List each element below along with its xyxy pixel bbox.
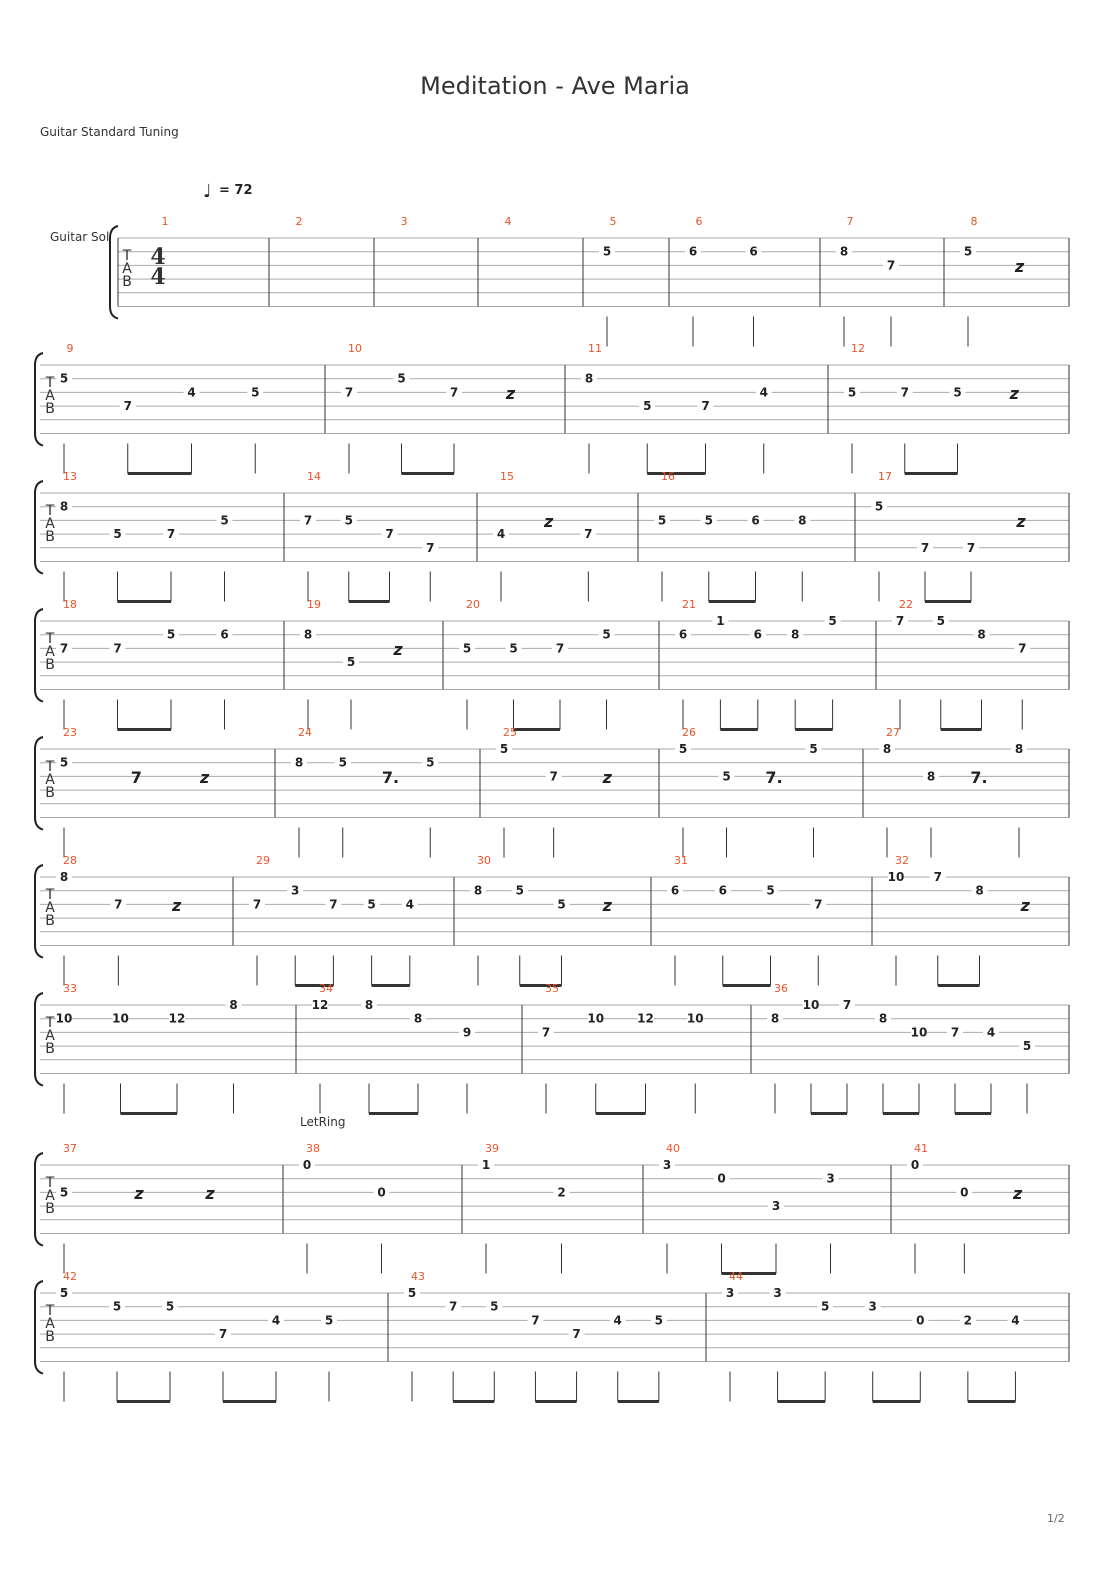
fret-number: 7 (541, 1025, 551, 1040)
fret-number: 10 (587, 1011, 605, 1026)
measure-number: 36 (774, 982, 788, 995)
fret-number: 8 (975, 883, 984, 898)
fret-number: 4 (613, 1313, 622, 1328)
fret-number: 5 (367, 897, 376, 912)
fret-number: 5 (59, 1286, 69, 1300)
fret-number: 7 (886, 258, 896, 273)
measure-number: 25 (503, 726, 517, 739)
measure-number: 32 (895, 854, 909, 867)
fret-number: 5 (828, 614, 837, 628)
rest-symbol: z (1009, 384, 1019, 403)
fret-number: 0 (302, 1158, 312, 1172)
fret-number: 7 (123, 399, 132, 414)
fret-number: 12 (637, 1011, 654, 1026)
system-bracket (35, 1281, 43, 1374)
fret-number: 6 (678, 627, 688, 642)
tab-letter: A (45, 1316, 55, 1332)
fret-number: 5 (346, 655, 356, 670)
tab-letter: B (122, 274, 132, 290)
fret-number: 6 (670, 883, 680, 898)
tab-letter: A (45, 388, 55, 404)
fret-number: 8 (798, 513, 807, 528)
fret-number: 7 (549, 769, 558, 784)
tab-letter: T (122, 248, 132, 264)
measure-number: 4 (504, 215, 512, 228)
fret-number: 7 (329, 897, 338, 912)
fret-number: 5 (602, 244, 612, 259)
fret-number: 5 (936, 614, 945, 628)
fret-number: 7 (814, 897, 823, 912)
quarter-note-icon: ♩ (203, 181, 212, 202)
instrument-name: Guitar Sol (50, 230, 110, 244)
fret-number: 5 (704, 513, 713, 528)
fret-number: 5 (251, 385, 260, 400)
tab-letter: T (45, 887, 55, 903)
measure-number: 2 (295, 215, 303, 228)
fret-number: 5 (657, 513, 667, 528)
fret-number: 5 (643, 399, 652, 414)
fret-number: 5 (509, 641, 518, 656)
fret-number: 7 (448, 1299, 458, 1314)
measure-number: 41 (914, 1142, 928, 1155)
fret-number: 8 (584, 371, 594, 386)
fret-number: 7 (385, 527, 394, 542)
fret-number: 5 (338, 755, 347, 770)
fret-number: 8 (59, 499, 69, 514)
measure-number: 30 (477, 854, 491, 867)
fret-number: 6 (751, 513, 760, 528)
fret-number: 4 (1011, 1313, 1020, 1328)
fret-number: 4 (405, 897, 414, 912)
measure-number: 39 (485, 1142, 499, 1155)
fret-number: 4 (187, 385, 196, 400)
rest-symbol: 7. (970, 768, 988, 787)
measure-number: 23 (63, 726, 77, 739)
measure-number: 7 (846, 215, 854, 228)
measure-number: 15 (500, 470, 514, 483)
fret-number: 10 (55, 1011, 73, 1026)
rest-symbol: z (205, 1184, 215, 1203)
fret-number: 8 (303, 627, 313, 642)
measure-number: 40 (666, 1142, 680, 1155)
fret-number: 7 (900, 385, 909, 400)
fret-number: 8 (977, 627, 986, 642)
fret-number: 7 (584, 527, 593, 542)
measure-number: 17 (878, 470, 892, 483)
fret-number: 5 (499, 742, 509, 756)
fret-number: 5 (490, 1299, 499, 1314)
fret-number: 5 (678, 742, 688, 756)
fret-number: 8 (839, 244, 849, 259)
measure-number: 38 (306, 1142, 320, 1155)
fret-number: 5 (602, 627, 611, 642)
measure-number: 21 (682, 598, 696, 611)
fret-number: 6 (220, 627, 229, 642)
fret-number: 0 (377, 1185, 386, 1200)
rest-symbol: z (134, 1184, 144, 1203)
fret-number: 3 (773, 1286, 782, 1300)
rest-symbol: z (602, 896, 612, 915)
fret-number: 5 (426, 755, 435, 770)
rest-symbol: z (393, 640, 403, 659)
fret-number: 7 (1018, 641, 1027, 656)
rest-symbol: z (544, 512, 554, 531)
measure-number: 28 (63, 854, 77, 867)
fret-number: 12 (168, 1011, 186, 1026)
rest-symbol: z (1016, 512, 1026, 531)
fret-number: 3 (868, 1299, 877, 1314)
fret-number: 8 (791, 627, 800, 642)
fret-number: 8 (473, 883, 483, 898)
measure-number: 24 (298, 726, 312, 739)
tab-letter: T (45, 631, 55, 647)
tab-letter: A (45, 900, 55, 916)
rest-symbol: 7 (130, 768, 142, 787)
system-bracket (35, 1153, 43, 1246)
fret-number: 2 (557, 1185, 566, 1200)
fret-number: 5 (112, 1299, 122, 1314)
rest-symbol: z (200, 768, 210, 787)
fret-number: 8 (294, 755, 304, 770)
fret-number: 7 (59, 641, 69, 656)
fret-number: 7 (966, 540, 976, 555)
tab-letter: T (45, 1175, 55, 1191)
fret-number: 8 (229, 998, 238, 1012)
rest-symbol: z (1013, 1184, 1023, 1203)
fret-number: 5 (220, 513, 229, 528)
fret-number: 8 (926, 769, 936, 784)
tab-letter: B (45, 657, 55, 673)
fret-number: 8 (59, 870, 69, 884)
fret-number: 9 (462, 1025, 472, 1040)
fret-number: 8 (413, 1011, 423, 1026)
fret-number: 7 (252, 897, 262, 912)
fret-number: 5 (1022, 1039, 1032, 1054)
system-bracket (35, 993, 43, 1086)
fret-number: 1 (716, 614, 725, 628)
fret-number: 5 (344, 513, 353, 528)
fret-number: 10 (802, 998, 820, 1012)
fret-number: 7 (572, 1327, 581, 1342)
tab-letter: B (45, 1041, 55, 1057)
system-bracket (35, 609, 43, 702)
fret-number: 5 (59, 1185, 69, 1200)
fret-number: 3 (725, 1286, 735, 1300)
tuning-label: Guitar Standard Tuning (40, 125, 179, 139)
fret-number: 5 (515, 883, 524, 898)
fret-number: 1 (481, 1158, 491, 1172)
fret-number: 5 (407, 1286, 417, 1300)
fret-number: 3 (291, 883, 300, 898)
fret-number: 5 (557, 897, 566, 912)
fret-number: 5 (324, 1313, 334, 1328)
fret-number: 7 (426, 540, 435, 555)
fret-number: 6 (688, 244, 698, 259)
measure-number: 27 (886, 726, 900, 739)
measure-number: 13 (63, 470, 77, 483)
tab-letter: T (45, 1015, 55, 1031)
fret-number: 4 (986, 1025, 996, 1040)
fret-number: 8 (878, 1011, 888, 1026)
rest-symbol: 7. (381, 768, 400, 787)
measure-number: 9 (66, 342, 74, 355)
fret-number: 8 (770, 1011, 780, 1026)
fret-number: 5 (874, 499, 884, 514)
fret-number: 0 (960, 1185, 969, 1200)
fret-number: 7 (113, 641, 122, 656)
measure-number: 43 (411, 1270, 425, 1283)
fret-number: 5 (166, 627, 176, 642)
measure-number: 31 (674, 854, 688, 867)
fret-number: 8 (1014, 742, 1024, 756)
measure-number: 16 (661, 470, 675, 483)
rest-symbol: z (1020, 896, 1030, 915)
tab-letter: A (45, 1188, 55, 1204)
measure-number: 34 (319, 982, 333, 995)
tab-letter: A (45, 516, 55, 532)
rest-symbol: z (505, 384, 516, 403)
system-bracket (35, 865, 43, 958)
tab-letter: T (45, 375, 55, 391)
fret-number: 0 (910, 1158, 920, 1172)
fret-number: 5 (766, 883, 775, 898)
rest-symbol: 7. (765, 768, 783, 787)
fret-number: 7 (950, 1025, 960, 1040)
measure-number: 5 (609, 215, 617, 228)
fret-number: 7 (920, 540, 930, 555)
tab-letter: T (45, 1303, 55, 1319)
tab-letter: A (45, 772, 55, 788)
fret-number: 0 (717, 1171, 726, 1186)
fret-number: 4 (496, 527, 506, 542)
fret-number: 5 (820, 1299, 830, 1314)
fret-number: 7 (166, 527, 176, 542)
tab-letter: B (45, 529, 55, 545)
measure-number: 22 (899, 598, 913, 611)
fret-number: 10 (686, 1011, 704, 1026)
measure-number: 42 (63, 1270, 77, 1283)
fret-number: 5 (59, 755, 69, 770)
tab-letter: B (45, 1201, 55, 1217)
time-signature-bottom: 4 (150, 264, 166, 290)
fret-number: 12 (311, 998, 329, 1012)
fret-number: 7 (218, 1327, 228, 1342)
fret-number: 0 (916, 1313, 925, 1328)
measure-number: 6 (695, 215, 703, 228)
tab-letter: B (45, 1329, 55, 1345)
rest-symbol: z (1014, 257, 1025, 276)
system-bracket (35, 353, 43, 446)
fret-number: 7 (842, 998, 852, 1012)
measure-number: 10 (348, 342, 362, 355)
tab-letter: A (45, 644, 55, 660)
measure-number: 35 (545, 982, 559, 995)
measure-number: 37 (63, 1142, 77, 1155)
system-bracket (35, 481, 43, 574)
measure-number: 8 (970, 215, 978, 228)
tab-letter: B (45, 913, 55, 929)
measure-number: 33 (63, 982, 77, 995)
fret-number: 2 (963, 1313, 973, 1328)
tab-letter: A (122, 261, 132, 277)
fret-number: 4 (271, 1313, 281, 1328)
measure-number: 11 (588, 342, 602, 355)
fret-number: 5 (963, 244, 973, 259)
fret-number: 5 (809, 742, 818, 756)
fret-number: 5 (113, 527, 122, 542)
fret-number: 7 (114, 897, 123, 912)
fret-number: 7 (303, 513, 313, 528)
let-ring-marking: LetRing (300, 1115, 346, 1129)
measure-number: 3 (400, 215, 408, 228)
score-title: Meditation - Ave Maria (420, 72, 690, 100)
tab-letter: B (45, 785, 55, 801)
measure-number: 29 (256, 854, 270, 867)
tempo-value: = 72 (219, 183, 253, 198)
system-bracket (35, 737, 43, 830)
measure-number: 12 (851, 342, 865, 355)
fret-number: 10 (112, 1011, 129, 1026)
measure-number: 26 (682, 726, 696, 739)
fret-number: 5 (462, 641, 472, 656)
fret-number: 3 (826, 1171, 835, 1186)
fret-number: 7 (933, 870, 942, 884)
fret-number: 7 (895, 614, 905, 628)
fret-number: 7 (555, 641, 565, 656)
rest-symbol: z (602, 768, 612, 787)
measure-number: 19 (307, 598, 321, 611)
page-number: 1/2 (1047, 1512, 1065, 1525)
rest-symbol: z (172, 896, 182, 915)
tab-letter: B (45, 401, 55, 417)
fret-number: 5 (847, 385, 857, 400)
fret-number: 5 (654, 1313, 664, 1328)
tab-letter: T (45, 759, 55, 775)
fret-number: 10 (910, 1025, 928, 1040)
fret-number: 7 (449, 385, 459, 400)
fret-number: 6 (753, 627, 762, 642)
fret-number: 3 (771, 1199, 781, 1214)
fret-number: 8 (882, 742, 892, 756)
measure-number: 18 (63, 598, 77, 611)
fret-number: 7 (531, 1313, 540, 1328)
fret-number: 5 (59, 371, 69, 386)
fret-number: 10 (887, 870, 905, 884)
fret-number: 4 (759, 385, 768, 400)
measure-number: 1 (161, 215, 169, 228)
fret-number: 5 (165, 1299, 175, 1314)
measure-number: 14 (307, 470, 321, 483)
fret-number: 3 (662, 1158, 672, 1172)
tab-letter: T (45, 503, 55, 519)
system-bracket (110, 226, 118, 319)
fret-number: 5 (953, 385, 962, 400)
fret-number: 6 (749, 244, 758, 259)
time-signature-top: 4 (150, 244, 166, 270)
fret-number: 5 (722, 769, 731, 784)
fret-number: 7 (701, 399, 710, 414)
measure-number: 44 (729, 1270, 743, 1283)
measure-number: 20 (466, 598, 480, 611)
tab-letter: A (45, 1028, 55, 1044)
fret-number: 8 (364, 998, 374, 1012)
fret-number: 7 (344, 385, 354, 400)
fret-number: 5 (397, 371, 406, 386)
fret-number: 6 (718, 883, 727, 898)
